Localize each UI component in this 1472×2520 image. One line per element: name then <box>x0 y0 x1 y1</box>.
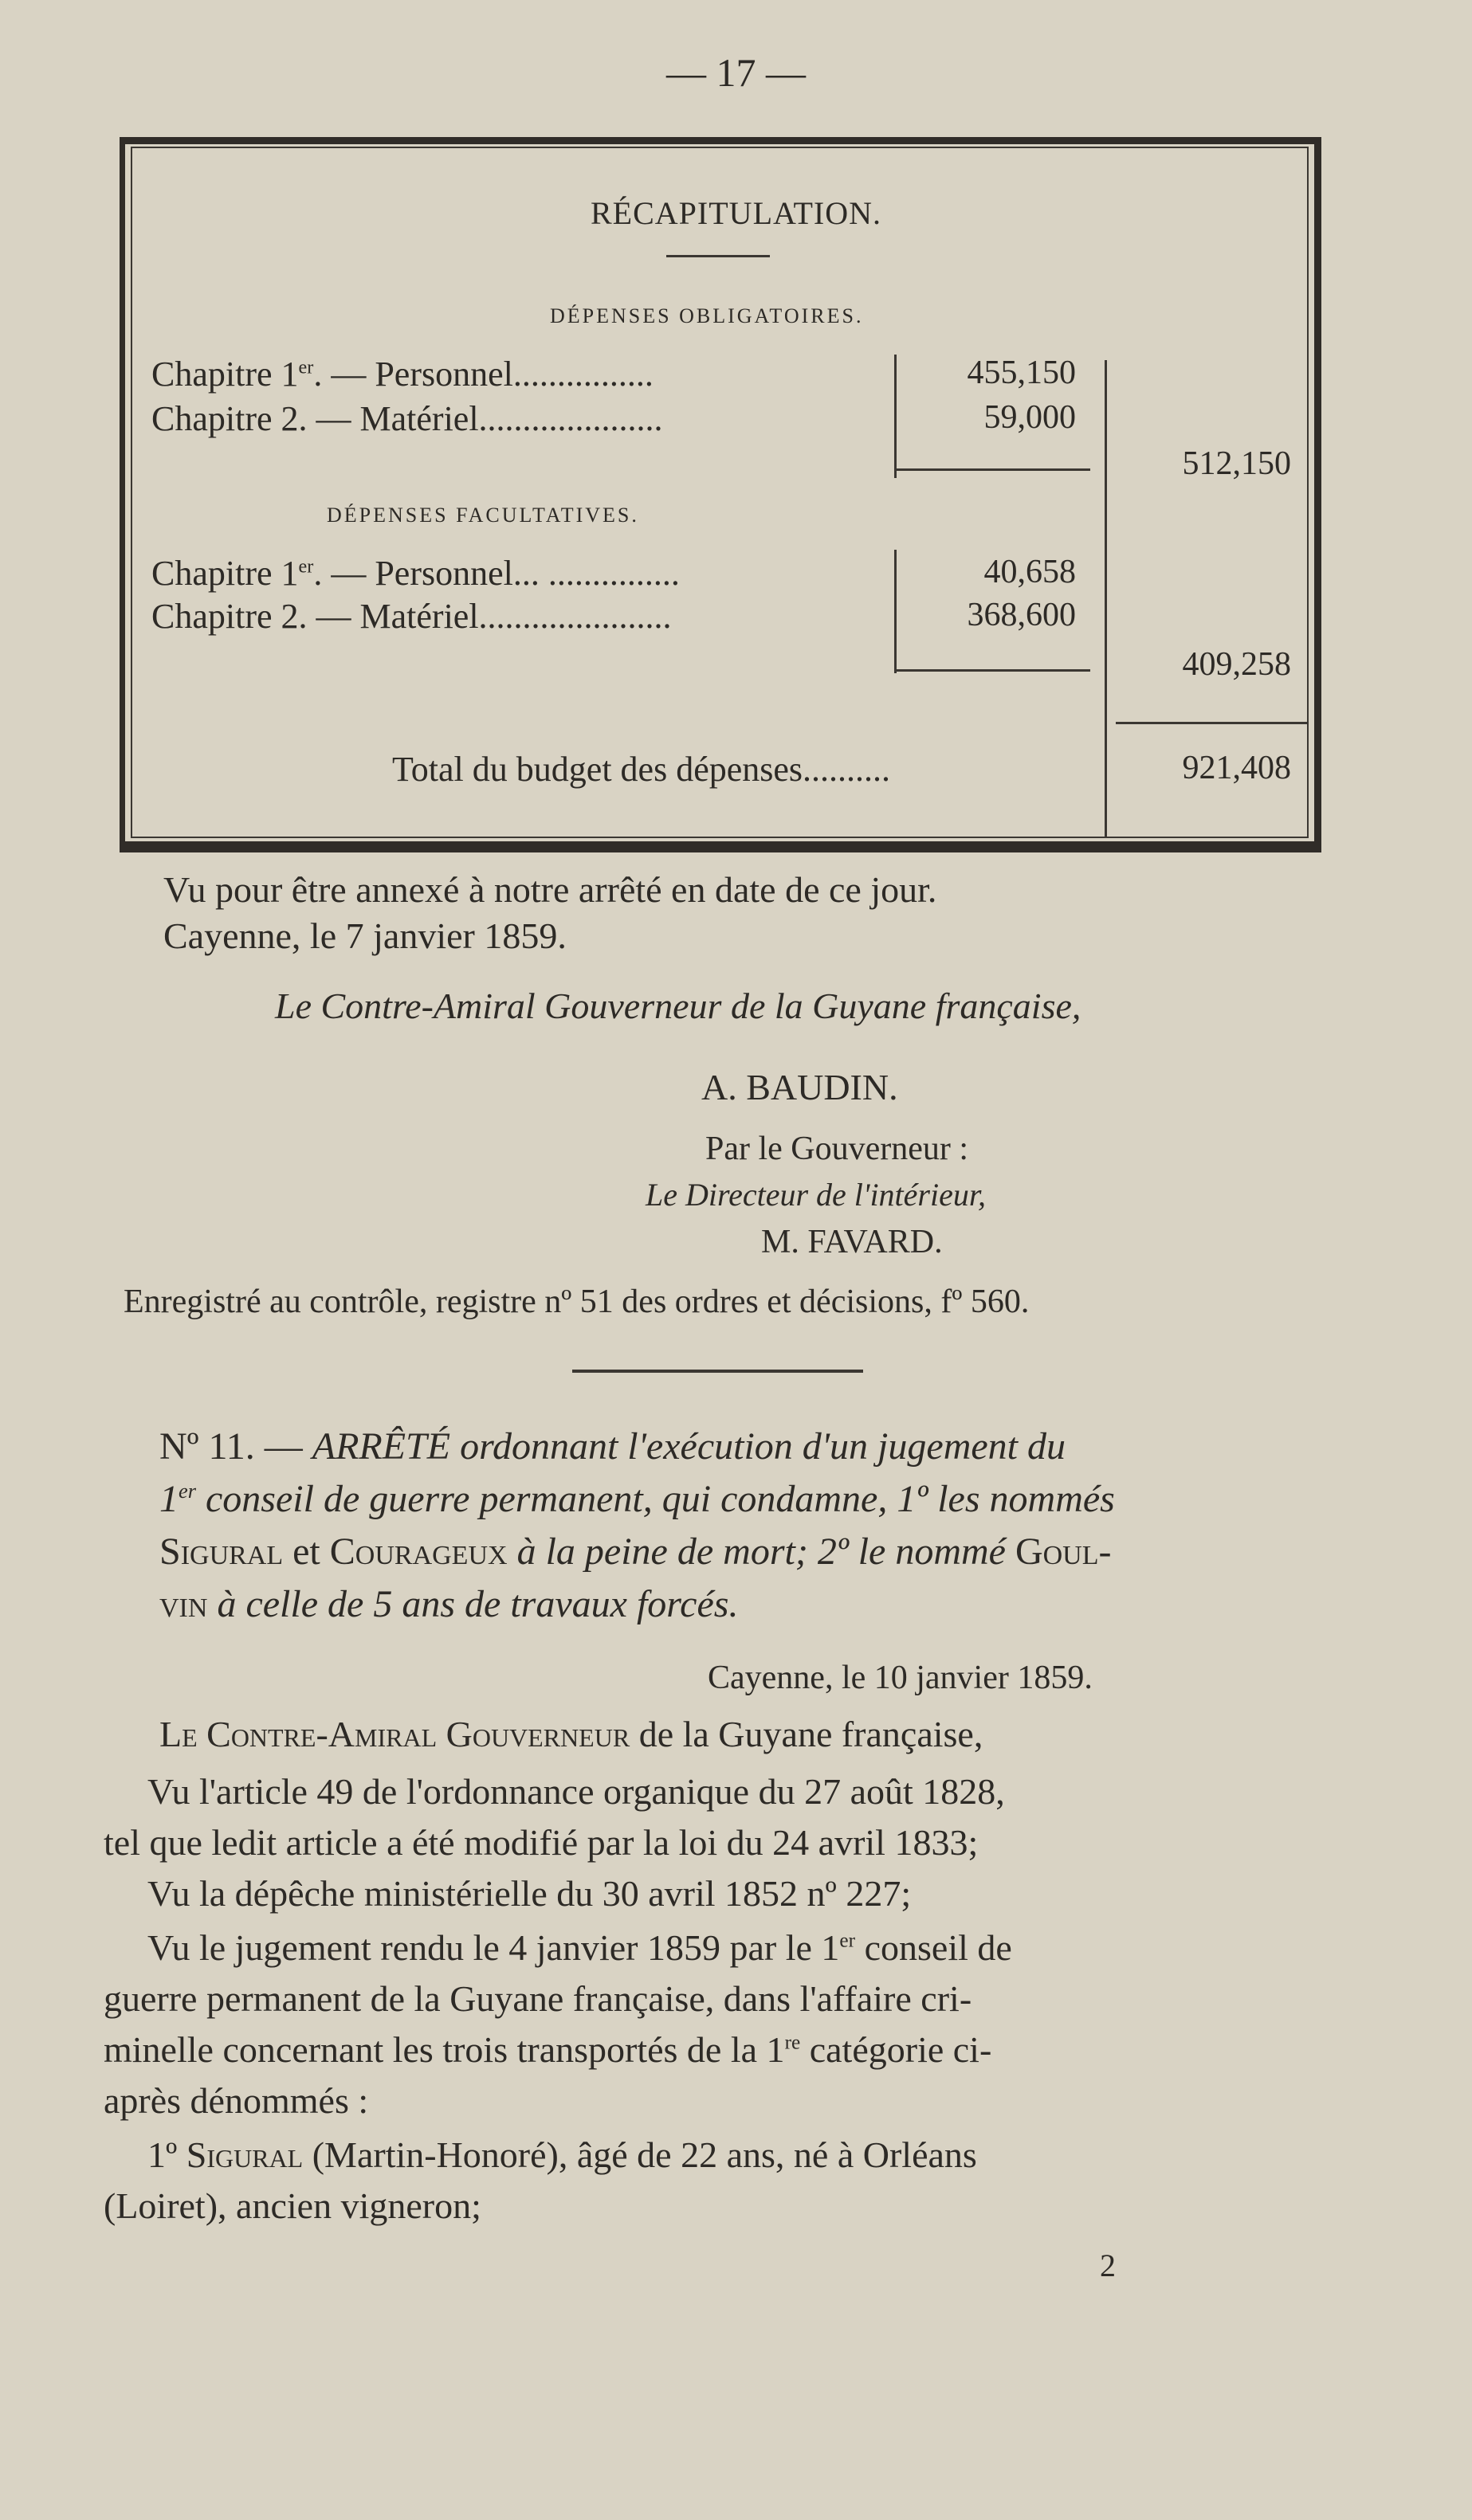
decree-title-line-2: 1er conseil de guerre permanent, qui condamne, 1º les nommés <box>159 1478 1115 1520</box>
item-1-cont: (Loiret), ancien vigneron; <box>104 2185 481 2226</box>
amount-divider-1 <box>894 355 897 478</box>
signature-mark: 2 <box>1100 2248 1116 2283</box>
decree-date: Cayenne, le 10 janvier 1859. <box>708 1660 1093 1696</box>
grand-total: 921,408 <box>1182 750 1291 786</box>
optional-row-2-label: Chapitre 2. — Matériel...................... <box>151 597 672 636</box>
signer-title: Le Contre-Amiral Gouverneur de la Guyane française, <box>275 986 1081 1026</box>
oblig-row-1-amount: 455,150 <box>967 355 1076 391</box>
consider-1b: tel que ledit article a été modifié par la loi du 24 avril 1833; <box>104 1822 979 1863</box>
annex-line-2: Cayenne, le 7 janvier 1859. <box>163 915 567 956</box>
recap-table-inner-frame <box>131 147 1309 838</box>
grand-total-rule <box>1116 722 1309 724</box>
oblig-row-2-amount: 59,000 <box>983 399 1076 436</box>
director-name: M. FAVARD. <box>761 1224 943 1260</box>
section-obligatory: DÉPENSES OBLIGATOIRES. <box>550 304 864 327</box>
grand-total-label: Total du budget des dépenses.......... <box>392 750 891 789</box>
oblig-row-1-label: Chapitre 1er. — Personnel................ <box>151 355 654 394</box>
amount-divider-2 <box>894 550 897 673</box>
title-rule <box>666 255 770 257</box>
oblig-total: 512,150 <box>1182 445 1291 482</box>
registration-note: Enregistré au contrôle, registre nº 51 des ordres et décisions, fº 560. <box>124 1284 1030 1320</box>
decree-title-line-3: Sigural et Courageux à la peine de mort; 2º le nommé Goul- <box>159 1530 1112 1573</box>
consider-3c: guerre permanent de la Guyane française, dans l'affaire cri- <box>104 1978 972 2019</box>
consider-2: Vu la dépêche ministérielle du 30 avril 1852 nº 227; <box>147 1873 912 1914</box>
optional-row-1-label: Chapitre 1er. — Personnel... ............... <box>151 554 680 593</box>
director-title: Le Directeur de l'intérieur, <box>646 1177 986 1213</box>
consider-1: Vu l'article 49 de l'ordonnance organique du 27 août 1828, <box>147 1771 1005 1812</box>
signer-name: A. BAUDIN. <box>701 1067 898 1107</box>
optional-row-1-amount: 40,658 <box>983 554 1076 590</box>
section-optional: DÉPENSES FACULTATIVES. <box>327 504 639 527</box>
optional-row-2-amount: 368,600 <box>967 597 1076 633</box>
optional-subtotal-rule <box>894 669 1090 672</box>
page-number: — 17 — <box>666 50 806 95</box>
consider-3d: minelle concernant les trois transportés de la 1re catégorie ci- <box>104 2029 992 2070</box>
item-1: 1º Sigural (Martin-Honoré), âgé de 22 ans, né à Orléans <box>147 2134 977 2175</box>
decree-title-line-4: vin à celle de 5 ans de travaux forcés. <box>159 1583 739 1625</box>
decree-title-line-1: Nº 11. — ARRÊTÉ ordonnant l'exécution d'un jugement du <box>159 1425 1066 1468</box>
consider-3e: après dénommés : <box>104 2080 369 2121</box>
section-separator <box>572 1370 863 1373</box>
optional-total: 409,258 <box>1182 646 1291 683</box>
consider-3: Vu le jugement rendu le 4 janvier 1859 par le 1er conseil de <box>147 1927 1012 1968</box>
recap-title: RÉCAPITULATION. <box>591 195 881 231</box>
preamble: Le Contre-Amiral Gouverneur de la Guyane française, <box>159 1714 983 1754</box>
oblig-row-2-label: Chapitre 2. — Matériel..................... <box>151 399 663 438</box>
by-governor: Par le Gouverneur : <box>705 1131 969 1167</box>
oblig-subtotal-rule <box>894 468 1090 471</box>
total-divider <box>1105 360 1107 838</box>
annex-line-1: Vu pour être annexé à notre arrêté en date de ce jour. <box>163 869 937 910</box>
